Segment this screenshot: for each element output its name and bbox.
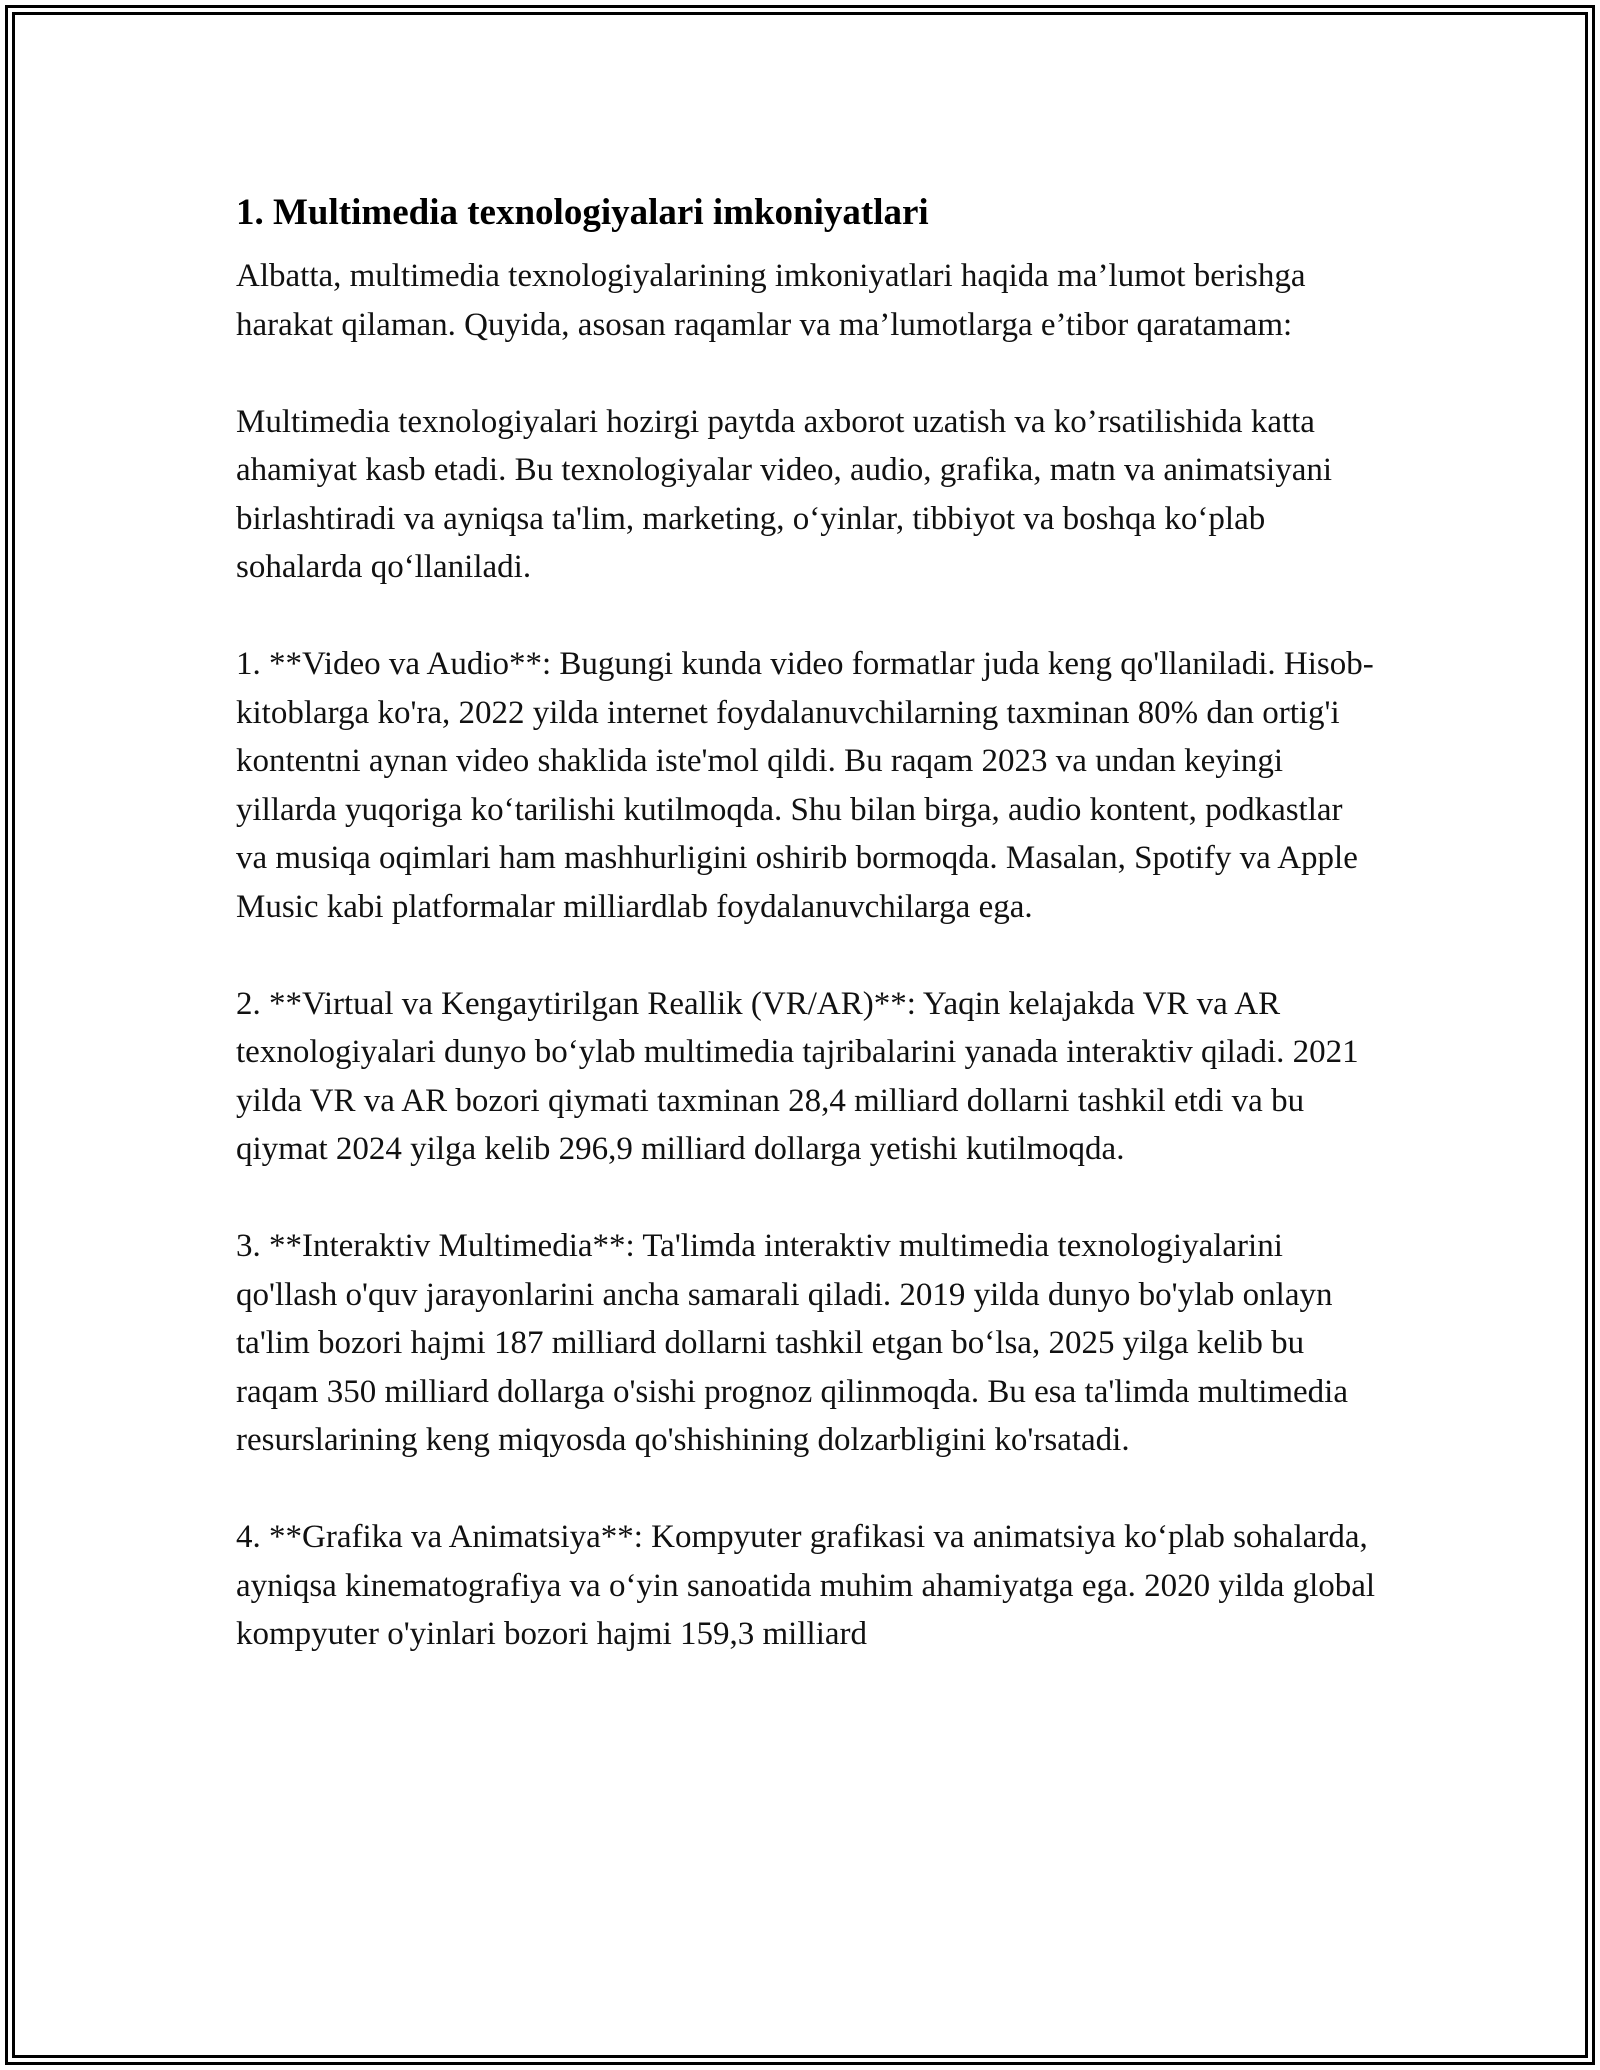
interactive-multimedia-paragraph: 3. **Interaktiv Multimedia**: Ta'limda interaktiv multimedia texnologiyalarini qo'llash o'quv jarayonlarini ancha samarali qiladi. 2019 yilda dunyo bo'ylab onlayn ta'lim bozori hajmi 187 milliard dollarni tashkil etgan bo‘lsa, 2025 yilga kelib bu raqam 350 milliard dollarga o'sishi prognoz qilinmoqda. Bu esa ta'limda multimedia resurslarining keng miqyosda qo'shishining dolzarbligini ko'rsatadi. [236,1228,1348,1458]
graphics-animation-paragraph: 4. **Grafika va Animatsiya**: Kompyuter grafikasi va animatsiya ko‘plab sohalarda, ayniqsa kinematografiya va o‘yin sanoatida muhim ahamiyatga ega. 2020 yilda global kompyuter o'yinlari bozori hajmi 159,3 milliard [236,1519,1376,1652]
document-body [236,188,1376,1659]
overview-paragraph: Multimedia texnologiyalari hozirgi paytda axborot uzatish va ko’rsatilishida katta ahamiyat kasb etadi. Bu texnologiyalar video, audio, grafika, matn va animatsiyani birlashtiradi va ayniqsa ta'lim, marketing, o‘yinlar, tibbiyot va boshqa ko‘plab sohalarda qo‘llaniladi. [236,403,1333,585]
vr-ar-paragraph: 2. **Virtual va Kengaytirilgan Reallik (VR/AR)**: Yaqin kelajakda VR va AR texnologiyalari dunyo bo‘ylab multimedia tajribalarini yanada interaktiv qiladi. 2021 yilda VR va AR bozori qiymati taxminan 28,4 milliard dollarni tashkil etdi va bu qiymat 2024 yilga kelib 296,9 milliard dollarga yetishi kutilmoqda. [236,985,1359,1167]
video-audio-paragraph: 1. **Video va Audio**: Bugungi kunda video formatlar juda keng qo'llaniladi. Hisob-kitoblarga ko'ra, 2022 yilda internet foydalanuvchilarning taxminan 80% dan ortig'i kontentni aynan video shaklida iste'mol qildi. Bu raqam 2023 va undan keyingi yillarda yuqoriga ko‘tarilishi kutilmoqda. Shu bilan birga, audio kontent, podkastlar va musiqa oqimlari ham mashhurligini oshirib bormoqda. Masalan, Spotify va Apple Music kabi platformalar milliardlab foydalanuvchilarga ega. [236,646,1374,925]
intro-paragraph: Albatta, multimedia texnologiyalarining imkoniyatlari haqida ma’lumot berishga harakat qilaman. Quyida, asosan raqamlar va ma’lumotlarga e’tibor qaratamam: [236,258,1306,343]
document-heading: 1. Multimedia texnologiyalari imkoniyatlari [236,192,929,233]
